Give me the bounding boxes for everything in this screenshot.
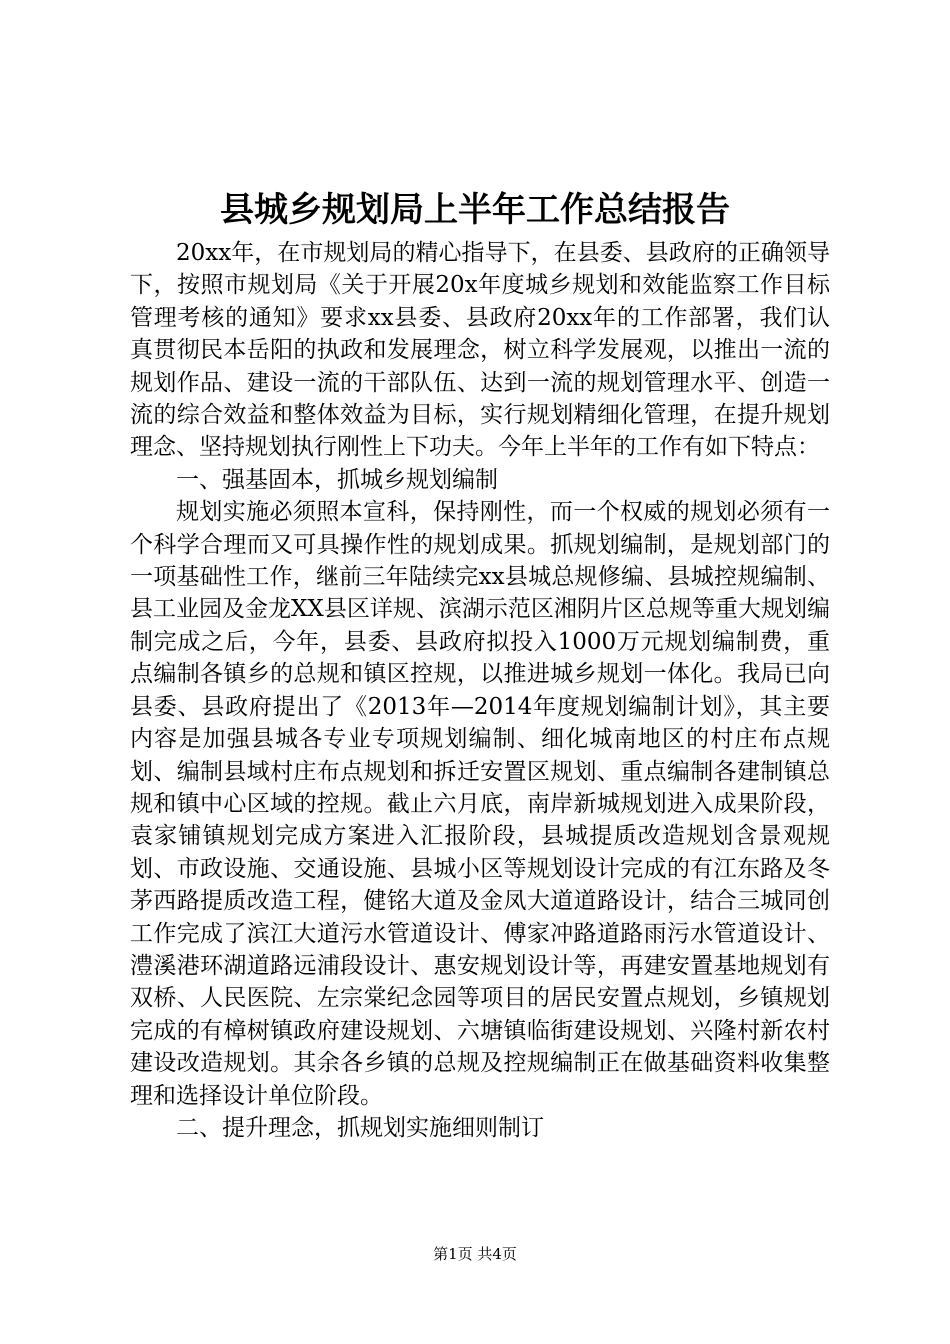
document-body — [130, 237, 830, 1144]
paragraph-intro: 20xx年，在市规划局的精心指导下，在县委、县政府的正确领导下，按照市规划局《关于开展20x年度城乡规划和效能监察工作目标管理考核的通知》要求xx县委、县政府20xx年的工作部署，我们认真贯彻民本岳阳的执政和发展理念，树立科学发展观，以推出一流的规划作品、建设一流的干部队伍、达到一流的规划管理水平、创造一流的综合效益和整体效益为目标，实行规划精细化管理，在提升规划理念、坚持规划执行刚性上下功夫。今年上半年的工作有如下特点： — [130, 240, 830, 461]
section-heading-1: 一、强基固本，抓城乡规划编制 — [176, 466, 498, 493]
section-heading-2: 二、提升理念，抓规划实施细则制订 — [176, 1114, 544, 1141]
page-footer: 第1页 共4页 — [433, 1245, 517, 1263]
paragraph-section-1: 规划实施必须照本宣科，保持刚性，而一个权威的规划必须有一个科学合理而又可具操作性的规划成果。抓规划编制，是规划部门的一项基础性工作，继前三年陆续完xx县城总规修编、县城控规编制、县工业园及金龙XX县区详规、滨湖示范区湘阴片区总规等重大规划编制完成之后，今年，县委、县政府拟投入1000万元规划编制费，重点编制各镇乡的总规和镇区控规，以推进城乡规划一体化。我局已向县委、县政府提出了《2013年—2014年度规划编制计划》，其主要内容是加强县城各专业专项规划编制、细化城南地区的村庄布点规划、编制县域村庄布点规划和拆迁安置区规划、重点编制各建制镇总规和镇中心区域的控规。截止六月底，南岸新城规划进入成果阶段，袁家铺镇规划完成方案进入汇报阶段，县城提质改造规划含景观规划、市政设施、交通设施、县城小区等规划设计完成的有江东路及冬茅西路提质改造工程，健铭大道及金凤大道道路设计，结合三城同创工作完成了滨江大道污水管道设计、傅家冲路道路雨污水管道设计、澧溪港环湖道路远浦段设计、惠安规划设计等，再建安置基地规划有双桥、人民医院、左宗棠纪念园等项目的居民安置点规划，乡镇规划完成的有樟树镇政府建设规划、六塘镇临街建设规划、兴隆村新农村建设改造规划。其余各乡镇的总规及控规编制正在做基础资料收集整理和选择设计单位阶段。 — [130, 499, 830, 1109]
document-title: 县城乡规划局上半年工作总结报告 — [220, 190, 730, 230]
